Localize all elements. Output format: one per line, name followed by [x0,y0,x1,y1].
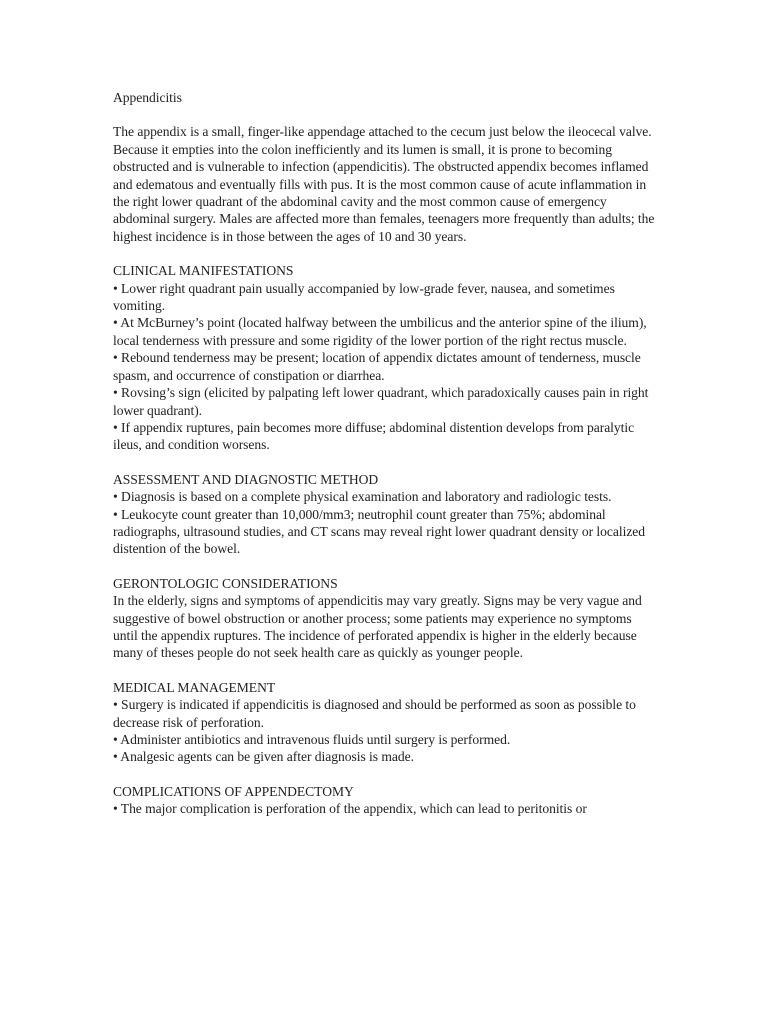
assessment-heading: ASSESSMENT AND DIAGNOSTIC METHOD [113,471,379,487]
clinical-bullet: • If appendix ruptures, pain becomes more diffuse; abdominal distention develops from paralytic ileus, and condition worsens. [113,419,635,453]
clinical-bullet: • Lower right quadrant pain usually accompanied by low-grade fever, nausea, and sometimes vomiting. [113,280,615,314]
gerontologic-heading: GERONTOLOGIC CONSIDERATIONS [113,575,338,591]
complications-heading: COMPLICATIONS OF APPENDECTOMY [113,783,354,799]
gerontologic-section [113,575,658,662]
intro-paragraph: The appendix is a small, finger-like appendage attached to the cecum just below the ileocecal valve. Because it empties into the colon inefficiently and its lumen is small, it is prone to becoming obstructed and is vulnerable to infection (appendicitis). The obstructed appendix becomes inflamed and edematous and eventually fills with pus. It is the most common cause of acute inflammation in the right lower quadrant of the abdominal cavity and the most common cause of emergency abdominal surgery. Males are affected more than females, teenagers more frequently than adults; the highest incidence is in those between the ages of 10 and 30 years. [113,124,655,244]
assessment-bullet: • Diagnosis is based on a complete physical examination and laboratory and radiologic tests. [113,489,612,505]
complications-section [113,783,658,818]
clinical-bullet: • At McBurney’s point (located halfway between the umbilicus and the anterior spine of the ilium), local tenderness with pressure and some rigidity of the lower portion of the right rectus muscle. [113,315,647,348]
medical-bullet: • Surgery is indicated if appendicitis is diagnosed and should be performed as soon as possible to decrease risk of perforation. [113,697,636,730]
medical-management-heading: MEDICAL MANAGEMENT [113,679,276,695]
document-page [113,89,658,818]
medical-bullet: • Analgesic agents can be given after diagnosis is made. [113,749,414,765]
document-title: Appendicitis [113,90,182,105]
clinical-manifestations-section [113,262,658,453]
clinical-bullet: • Rovsing’s sign (elicited by palpating left lower quadrant, which paradoxically causes pain in right lower quadrant). [113,385,649,418]
complications-bullet: • The major complication is perforation of the appendix, which can lead to peritonitis or [113,801,587,817]
assessment-bullet: • Leukocyte count greater than 10,000/mm3; neutrophil count greater than 75%; abdominal radiographs, ultrasound studies, and CT scans may reveal right lower quadrant density or localized distention of the bowel. [113,506,646,557]
clinical-bullet: • Rebound tenderness may be present; location of appendix dictates amount of tenderness, muscle spasm, and occurrence of constipation or diarrhea. [113,350,641,383]
gerontologic-paragraph: In the elderly, signs and symptoms of appendicitis may vary greatly. Signs may be very vague and suggestive of bowel obstruction or another process; some patients may experience no symptoms until the appendix ruptures. The incidence of perforated appendix is higher in the elderly because many of theses people do not seek health care as quickly as younger people. [113,593,642,661]
assessment-section [113,471,658,558]
medical-management-section [113,679,658,766]
medical-bullet: • Administer antibiotics and intravenous fluids until surgery is performed. [113,732,511,747]
clinical-manifestations-heading: CLINICAL MANIFESTATIONS [113,263,294,279]
